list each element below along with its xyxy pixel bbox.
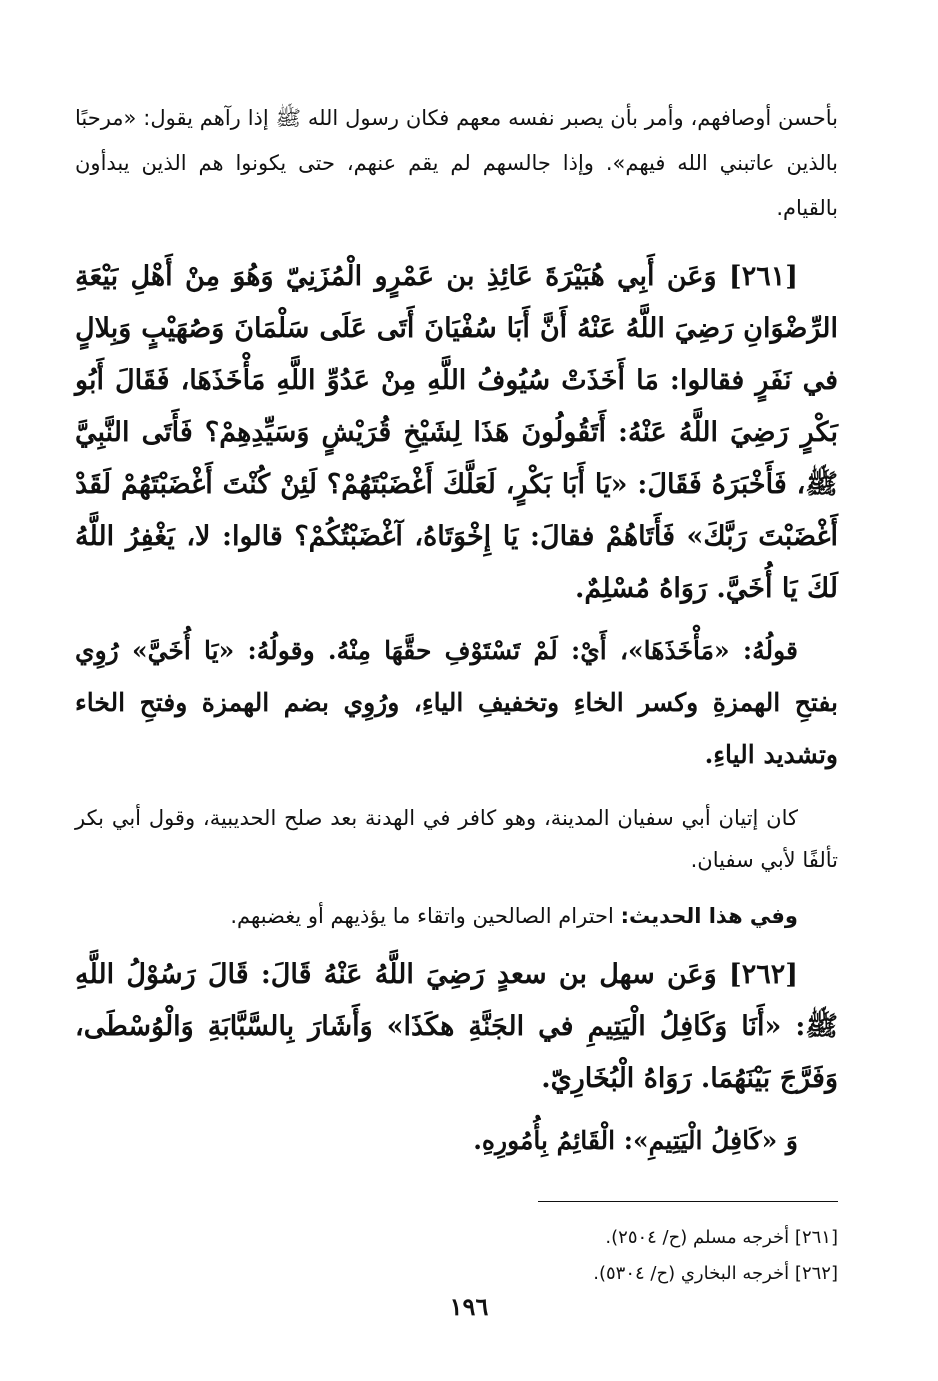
- hadith-261-explanation: قولُهُ: «مَأْخَذَهَا»، أَيْ: لَمْ تَسْتَوْفِ حقَّهَا مِنْهُ. وقولُهُ: «يَا أُخَيَّ» رُوِي بفتحِ الهمزةِ وكسر الخاءِ وتخفيفِ الياءِ، ورُوِي بضم الهمزة وفتحِ الخاء وتشديد الياءِ.: [75, 636, 838, 769]
- lesson-text: احترام الصالحين واتقاء ما يؤذيهم أو يغضبهم.: [230, 904, 614, 928]
- footnotes: [75, 1220, 838, 1292]
- hadith-261-commentary: كان إتيان أبي سفيان المدينة، وهو كافر في الهدنة بعد صلح الحديبية، وقول أبي بكر تألفًا لأبي سفيان.: [75, 806, 838, 872]
- lesson-lead: وفي هذا الحديث:: [620, 904, 798, 928]
- hadith-261-number: [٢٦١]: [728, 261, 798, 292]
- hadith-262: [75, 949, 838, 1105]
- hadith-261: [75, 251, 838, 615]
- footnote-261: [75, 1220, 838, 1256]
- hadith-262-text: وَعَن سهل بن سعدٍ رَضِيَ اللَّهُ عَنْهُ قَالَ: قَالَ رَسُوْلُ اللَّهِ ﷺ: «أَنَا وَكَافِلُ الْيَتِيمِ في الجَنَّةِ هكَذَا» وَأَشَارَ بِالسَّبَّابَةِ وَالْوُسْطَى، وَفَرَّجَ بَيْنَهُمَا. رَوَاهُ الْبُخَارِيّ.: [75, 959, 838, 1094]
- hadith-261-text: وَعَن أَبِي هُبَيْرَةَ عَائِذِ بن عَمْرٍو الْمُزَنِيّ وَهُوَ مِنْ أَهْلِ بَيْعَةِ الرِّضْوَانِ رَضِيَ اللَّهُ عَنْهُ أَنَّ أَبَا سُفْيَانَ أَتَى عَلَى سَلْمَانَ وَصُهَيْبٍ وَبِلالٍ في نَفَرٍ فقالوا: مَا أَخَذَتْ سُيُوفُ اللَّهِ مِنْ عَدُوِّ اللَّهِ مَأْخَذَهَا، فَقَالَ أَبُو بَكْرٍ رَضِيَ اللَّهُ عَنْهُ: أَتَقُولُونَ هَذَا لِشَيْخِ قُرَيْشٍ وَسَيِّدِهِمْ؟ فَأَتَى النَّبِيَّ ﷺ، فَأَخْبَرَهُ فَقَالَ: «يَا أَبَا بَكْرٍ، لَعَلَّكَ أَغْضَبْتَهُمْ؟ لَئِنْ كُنْتَ أَغْضَبْتَهُمْ لَقَدْ أَغْضَبْتَ رَبَّكَ» فَأَتَاهُمْ فقالَ: يَا إِخْوَتَاهُ، آغْضَبْتُكُمْ؟ قالوا: لا، يَغْفِرُ اللَّهُ لَكَ يَا أُخَيَّ. رَوَاهُ مُسْلِمٌ.: [75, 261, 838, 604]
- footnote-ref: [٢٦٢]: [794, 1263, 838, 1284]
- footnote-text: أخرجه البخاري (ح/ ٥٣٠٤).: [593, 1263, 790, 1284]
- page-number: ١٩٦: [449, 1292, 489, 1321]
- hadith-262-number: [٢٦٢]: [728, 959, 798, 990]
- footnote-divider: [538, 1201, 838, 1202]
- footnote-262: [75, 1256, 838, 1292]
- footnote-text: أخرجه مسلم (ح/ ٢٥٠٤).: [605, 1227, 790, 1248]
- footnote-ref: [٢٦١]: [794, 1227, 838, 1248]
- intro-paragraph: بأحسن أوصافهم، وأمر بأن يصبر نفسه معهم فكان رسول الله ﷺ إذا رآهم يقول: «مرحبًا بالذين عاتبني الله فيهم». وإذا جالسهم لم يقم عنهم، حتى يكونوا هم الذين يبدأون بالقيام.: [75, 106, 838, 220]
- hadith-261-lesson: [75, 895, 838, 937]
- hadith-262-explanation: وَ «كَافِلُ الْيَتِيمِ»: الْقَائِمُ بِأُمُورِهِ.: [473, 1126, 798, 1155]
